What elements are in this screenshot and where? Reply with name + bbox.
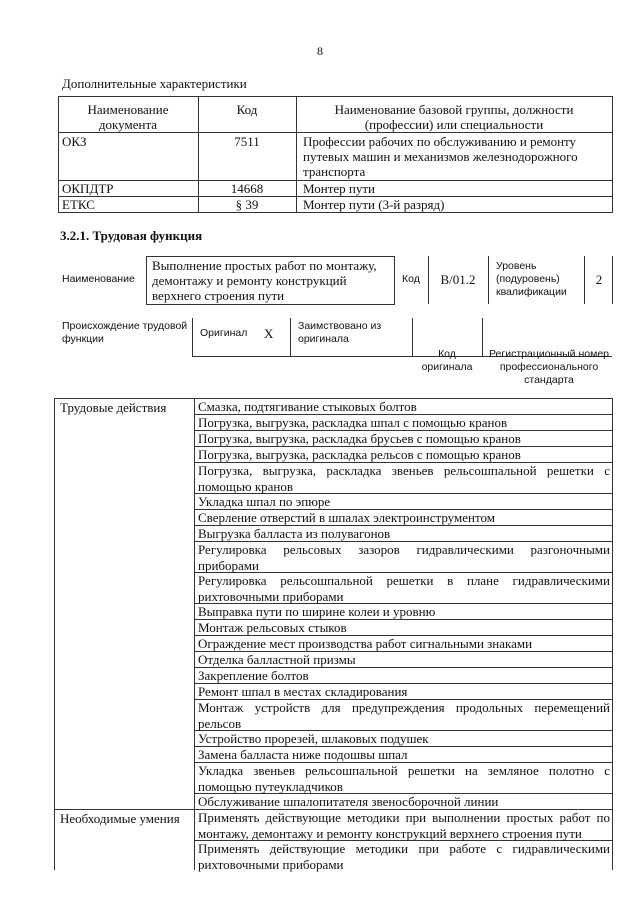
- skills-label: Необходимые умения: [60, 811, 180, 826]
- row-okz-doc: ОКЗ: [62, 134, 87, 149]
- original-label: Оригинал: [200, 327, 248, 339]
- extra-title: Дополнительные характеристики: [62, 76, 247, 91]
- labor-action-item: Укладка звеньев рельсошпальной решетки на земляное полотно с помощью путеукладчиков: [198, 763, 610, 794]
- labor-action-item: Закрепление болтов: [198, 668, 309, 683]
- labor-action-item: Регулировка рельсошпальной решетки в плане гидравлическими рихтовочными приборами: [198, 573, 610, 604]
- origin-label: Происхождение трудовой функции: [62, 320, 188, 345]
- function-code: B/01.2: [440, 272, 476, 287]
- row-okpdtr-doc: ОКПДТР: [62, 181, 114, 196]
- labor-action-item: Ограждение мест производства работ сигнальными знаками: [198, 636, 533, 651]
- code-original-label: Код оригинала: [421, 348, 473, 373]
- row-etks-code: § 39: [235, 197, 259, 212]
- labor-actions-label: Трудовые действия: [60, 400, 167, 415]
- level-value: 2: [595, 272, 603, 287]
- labor-action-item: Обслуживание шпалопитателя звеносборочной линии: [198, 794, 499, 809]
- level-label: Уровень (подуровень) квалификации: [496, 260, 567, 298]
- labor-action-item: Выправка пути по ширине колеи и уровню: [198, 604, 436, 619]
- labor-action-item: Погрузка, выгрузка, раскладка рельсов с помощью кранов: [198, 447, 521, 462]
- original-mark: X: [264, 326, 274, 341]
- reg-number-label: Регистрационный номер профессионального стандарта: [489, 348, 609, 386]
- row-okz-name: Профессии рабочих по обслуживанию и ремонту путевых машин и механизмов железнодорожного транспорта: [303, 134, 578, 179]
- header-doc: Наименование документа: [87, 102, 169, 132]
- row-okz-code: 7511: [234, 134, 260, 149]
- labor-action-item: Погрузка, выгрузка, раскладка брусьев с помощью кранов: [198, 431, 521, 446]
- page-number: 8: [317, 44, 323, 58]
- row-etks-name: Монтер пути (3-й разряд): [303, 197, 445, 212]
- labor-action-item: Смазка, подтягивание стыковых болтов: [198, 399, 417, 414]
- code-label: Код: [402, 273, 420, 285]
- labor-action-item: Выгрузка балласта из полувагонов: [198, 526, 391, 541]
- row-okpdtr-name: Монтер пути: [303, 181, 375, 196]
- labor-action-item: Сверление отверстий в шпалах электроинструментом: [198, 510, 495, 525]
- function-name: Выполнение простых работ по монтажу, демонтажу и ремонту конструкций верхнего строения пути: [152, 258, 377, 303]
- labor-action-item: Монтаж рельсовых стыков: [198, 620, 347, 635]
- header-name: Наименование базовой группы, должности (профессии) или специальности: [334, 102, 574, 132]
- labor-action-item: Ремонт шпал в местах складирования: [198, 684, 408, 699]
- labor-action-item: Погрузка, выгрузка, раскладка шпал с помощью кранов: [198, 415, 508, 430]
- labor-action-item: Монтаж устройств для предупреждения продольных перемещений рельсов: [198, 700, 610, 731]
- header-code: Код: [236, 102, 258, 117]
- skill-item: Применять действующие методики при работе с гидравлическими рихтовочными приборами: [198, 841, 610, 872]
- labor-action-item: Погрузка, выгрузка, раскладка звеньев рельсошпальной решетки с помощью кранов: [198, 463, 610, 494]
- section-title: 3.2.1. Трудовая функция: [60, 228, 203, 243]
- labor-action-item: Замена балласта ниже подошвы шпал: [198, 747, 408, 762]
- borrowed-label: Заимствовано из оригинала: [298, 320, 382, 345]
- row-okpdtr-code: 14668: [230, 181, 264, 196]
- labor-action-item: Устройство прорезей, шлаковых подушек: [198, 731, 429, 746]
- labor-action-item: Укладка шпал по эпюре: [198, 494, 331, 509]
- skill-item: Применять действующие методики при выполнении простых работ по монтажу, демонтажу и ремонту конструкций верхнего строения пути: [198, 810, 610, 841]
- name-label: Наименование: [62, 273, 135, 285]
- labor-action-item: Регулировка рельсовых зазоров гидравлическими разгоночными приборами: [198, 542, 610, 573]
- labor-action-item: Отделка балластной призмы: [198, 652, 356, 667]
- row-etks-doc: ЕТКС: [62, 197, 95, 212]
